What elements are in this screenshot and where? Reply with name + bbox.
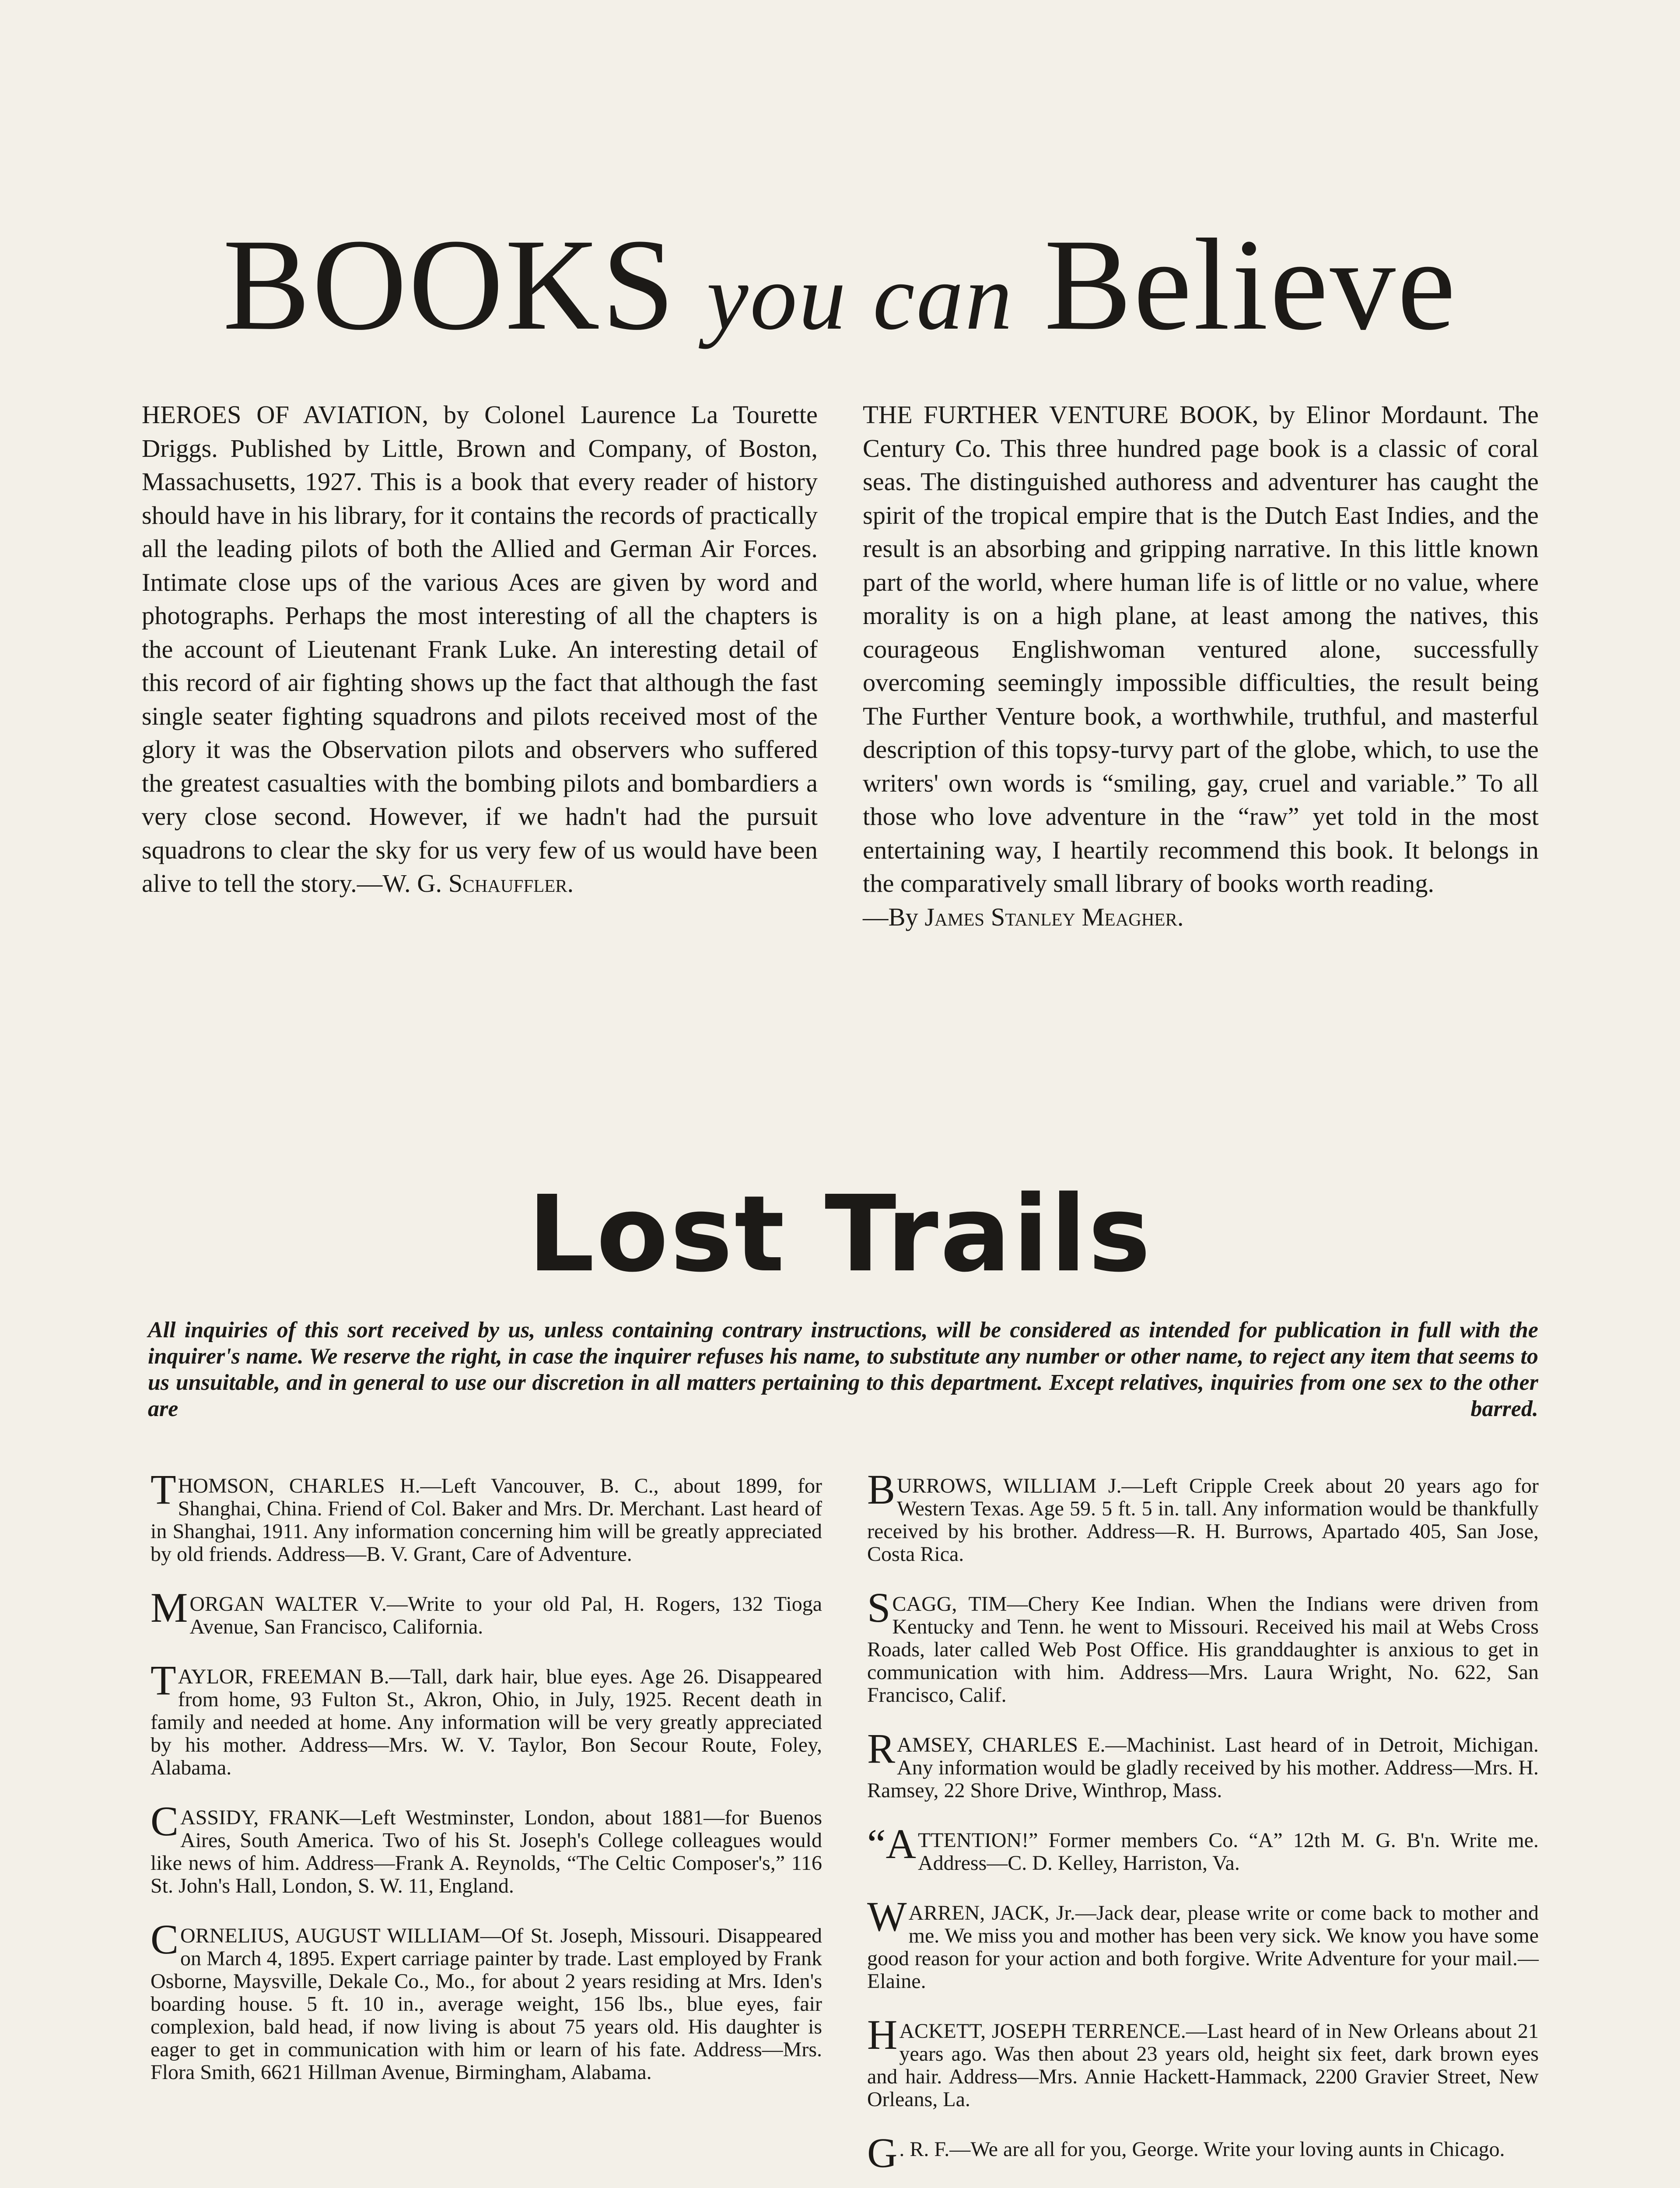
entry-text: URROWS, WILLIAM J.—Left Cripple Creek about 20 years ago for Western Texas. Age 59. 5 ft. 5 in. tall. Any information would be thankfully received by his brother. Address—R. H. Burrows, Apartado 405, San Jose, Costa Rica. [867, 1474, 1539, 1566]
entry-text: AMSEY, CHARLES E.—Machinist. Last heard of in Detroit, Michigan. Any information would be gladly received by his mother. Address—Mrs. H. Ramsey, 22 Shore Drive, Winthrop, Mass. [867, 1733, 1539, 1802]
review-body: THE FURTHER VENTURE BOOK, by Elinor Mordaunt. The Century Co. This three hundred page book is a classic of coral seas. The distinguished authoress and adventurer has caught the spirit of the tropical empire that is the Dutch East Indies, and the result is an absorbing and gripping narrative. In this little known part of the world, where human life is of little or no value, where morality is on a high plane, at least among the natives, this courageous Englishwoman ventured alone, successfully overcoming seemingly impossible difficulties, the result being The Further Venture book, a worthwhile, truthful, and masterful description of this topsy-turvy part of the globe, which, to use the writers' own words is “smiling, gay, cruel and variable.” To all those who love adventure in the “raw” yet told in the most entertaining way, I heartily recommend this book. It belongs in the comparatively small library of books worth reading. [863, 400, 1539, 898]
entry-text: ARREN, JACK, Jr.—Jack dear, please write or come back to mother and me. We miss you and mother has been very sick. We know you have some good reason for your action and both forgive. Write Adventure for your mail.—Elaine. [867, 1901, 1539, 1993]
list-item [867, 1466, 1539, 1566]
review-heroes-of-aviation [142, 398, 818, 901]
entry-text: HOMSON, CHARLES H.—Left Vancouver, B. C., about 1899, for Shanghai, China. Friend of Col. Baker and Mrs. Dr. Merchant. Last heard of in Shanghai, 1911. Any information concerning him will be greatly appreciated by old friends. Address—B. V. Grant, Care of Adventure. [150, 1474, 822, 1566]
drop-cap: T [150, 1466, 176, 1513]
drop-cap: H [867, 2011, 898, 2058]
review-signature-prefix: —By [863, 902, 925, 931]
entry-text: . R. F.—We are all for you, George. Write your loving aunts in Chicago. [899, 2138, 1505, 2161]
entry-text: ORGAN WALTER V.—Write to your old Pal, H. Rogers, 132 Tioga Avenue, San Francisco, California. [189, 1592, 822, 1638]
drop-cap: C [150, 1798, 179, 1844]
list-item [150, 1798, 822, 1897]
title-you-can: you can [707, 245, 1014, 349]
drop-cap: B [867, 1466, 896, 1513]
drop-cap: G [867, 2129, 898, 2176]
lost-trails-left-column [150, 1466, 822, 2111]
drop-cap: T [150, 1657, 176, 1704]
entry-text: TTENTION!” Former members Co. “A” 12th M. G. B'n. Write me. Address—C. D. Kelley, Harriston, Va. [917, 1829, 1539, 1875]
list-item [867, 1584, 1539, 1707]
drop-cap: W [867, 1893, 907, 1940]
list-item [867, 1820, 1539, 1875]
review-body: HEROES OF AVIATION, by Colonel Laurence La Tourette Driggs. Published by Little, Brown and Company, of Boston, Massachusetts, 1927. This is a book that every reader of history should have in his library, for it contains the records of practically all the leading pilots of both the Allied and German Air Forces. Intimate close ups of the various Aces are given by word and photographs. Perhaps the most interesting of all the chapters is the account of Lieutenant Frank Luke. An interesting detail of this record of air fighting shows up the fact that although the fast single seater fighting squadrons and pilots received most of the glory it was the Observation pilots and observers who suffered the greatest casualties with the bombing pilots and bombardiers a very close second. However, if we hadn't had the pursuit squadrons to clear the sky for us very few of us would have been alive to tell the story.—W. G. [142, 400, 818, 898]
lost-trails-title: Lost Trails [528, 1173, 1152, 1295]
list-item [150, 1466, 822, 1566]
list-item [150, 1584, 822, 1638]
list-item [150, 1916, 822, 2084]
list-item [867, 1725, 1539, 1802]
entry-text: CAGG, TIM—Chery Kee Indian. When the Indians were driven from Kentucky and Tenn. he went to Missouri. Received his mail at Webs Cross Roads, later called Web Post Office. His granddaughter is anxious to get in communication with him. Address—Mrs. Laura Wright, No. 622, San Francisco, Calif. [867, 1592, 1539, 1707]
lost-trails-right-column [867, 1466, 1539, 2188]
review-further-venture-book [863, 398, 1539, 934]
books-section-title [0, 212, 1680, 363]
lost-trails-notice: All inquiries of this sort received by us, unless containing contrary instructions, will be considered as intended for publication in full with the inquirer's name. We reserve the right, in case the inquirer refuses his name, to substitute any number or other name, to reject any item that seems to us unsuitable, and in general to use our discretion in all matters pertaining to this department. Except relatives, inquiries from one sex to the other are barred. [148, 1318, 1538, 1421]
list-item [867, 1893, 1539, 1993]
title-books-word: BOOKS [223, 212, 677, 357]
review-signature: James Stanley Meagher. [924, 902, 1184, 931]
entry-text: ASSIDY, FRANK—Left Westminster, London, about 1881—for Buenos Aires, South America. Two of his St. Joseph's College colleagues would like news of him. Address—Frank A. Reynolds, “The Celtic Composer's,” 116 St. John's Hall, London, S. W. 11, England. [150, 1806, 822, 1897]
list-item [150, 1657, 822, 1779]
drop-cap: C [150, 1916, 179, 1963]
drop-cap: M [150, 1584, 188, 1631]
review-signature: Schauffler. [448, 869, 574, 898]
entry-text: ORNELIUS, AUGUST WILLIAM—Of St. Joseph, Missouri. Disappeared on March 4, 1895. Expert carriage painter by trade. Last employed by Frank Osborne, Maysville, Dekale Co., Mo., for about 2 years residing at Mrs. Iden's boarding house. 5 ft. 10 in., average weight, 156 lbs., blue eyes, fair complexion, bald head, if now living is about 75 years old. His daughter is eager to get in communication with him or learn of his fate. Address—Mrs. Flora Smith, 6621 Hillman Avenue, Birmingham, Alabama. [150, 1924, 822, 2084]
list-item [867, 2011, 1539, 2111]
drop-cap: R [867, 1725, 896, 1772]
entry-text: AYLOR, FREEMAN B.—Tall, dark hair, blue eyes. Age 26. Disappeared from home, 93 Fulton St., Akron, Ohio, in July, 1925. Recent death in family and needed at home. Any information will be very greatly appreciated by his mother. Address—Mrs. W. V. Taylor, Bon Secour Route, Foley, Alabama. [150, 1665, 822, 1779]
drop-cap: “A [867, 1820, 916, 1867]
drop-cap: S [867, 1584, 891, 1631]
title-believe-word: Believe [1044, 212, 1457, 357]
entry-text: ACKETT, JOSEPH TERRENCE.—Last heard of in New Orleans about 21 years ago. Was then about 23 years old, height six feet, dark brown eyes and hair. Address—Mrs. Annie Hackett-Hammack, 2200 Gravier Street, New Orleans, La. [867, 2020, 1539, 2111]
list-item [867, 2129, 1539, 2176]
